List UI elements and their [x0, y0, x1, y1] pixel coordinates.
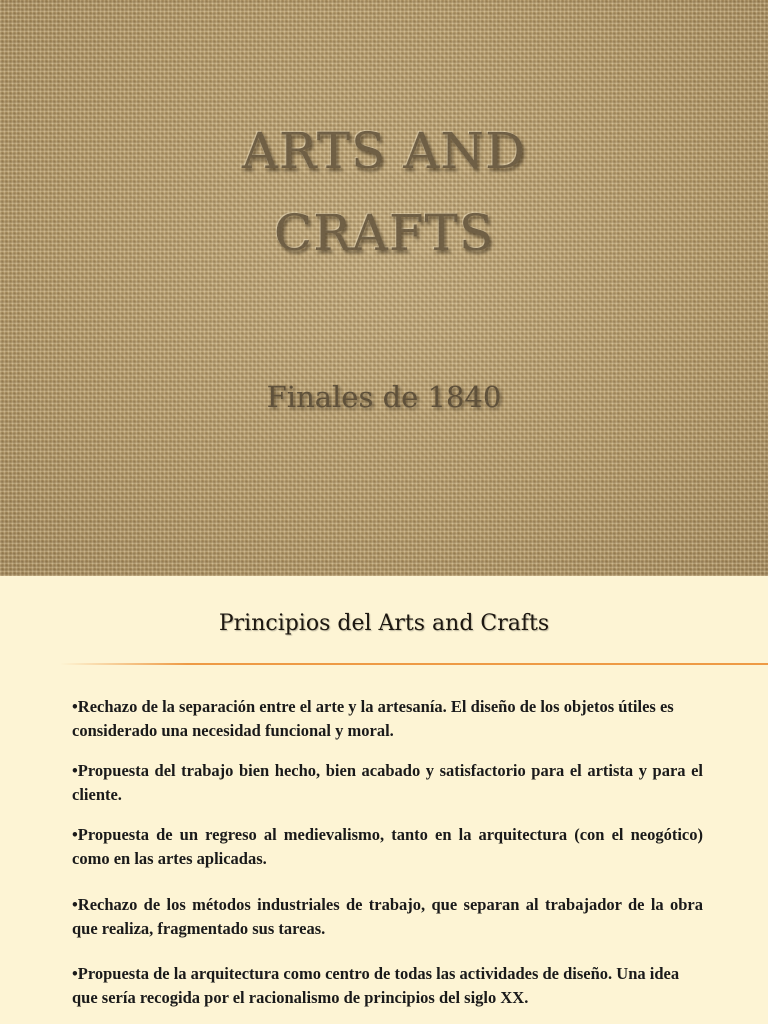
heading-divider — [60, 663, 768, 665]
principle-item: •Propuesta de un regreso al medievalismo, tanto en la arquitectura (con el neogótico) como en las artes aplicadas. — [72, 825, 703, 868]
slide-title — [0, 110, 768, 274]
principle-item: •Propuesta del trabajo bien hecho, bien acabado y satisfactorio para el artista y para el cliente. — [72, 761, 703, 804]
slide-subtitle: Finales de 1840 — [266, 380, 502, 414]
principle-item: •Rechazo de los métodos industriales de trabajo, que separan al trabajador de la obra que realiza, fragmentado sus tareas. — [72, 895, 703, 938]
title-line-1: ARTS AND — [241, 122, 527, 180]
title-line-2: CRAFTS — [273, 204, 495, 262]
principle-item: •Rechazo de la separación entre el arte y la artesanía. El diseño de los objetos útiles es considerado una necesidad funcional y moral. — [72, 697, 674, 740]
principles-heading: Principios del Arts and Crafts — [218, 611, 550, 636]
principles-slide — [0, 576, 768, 1024]
principle-item: •Propuesta de la arquitectura como centro de todas las actividades de diseño. Una idea que sería recogida por el racionalismo de principios del siglo XX. — [72, 964, 680, 1007]
